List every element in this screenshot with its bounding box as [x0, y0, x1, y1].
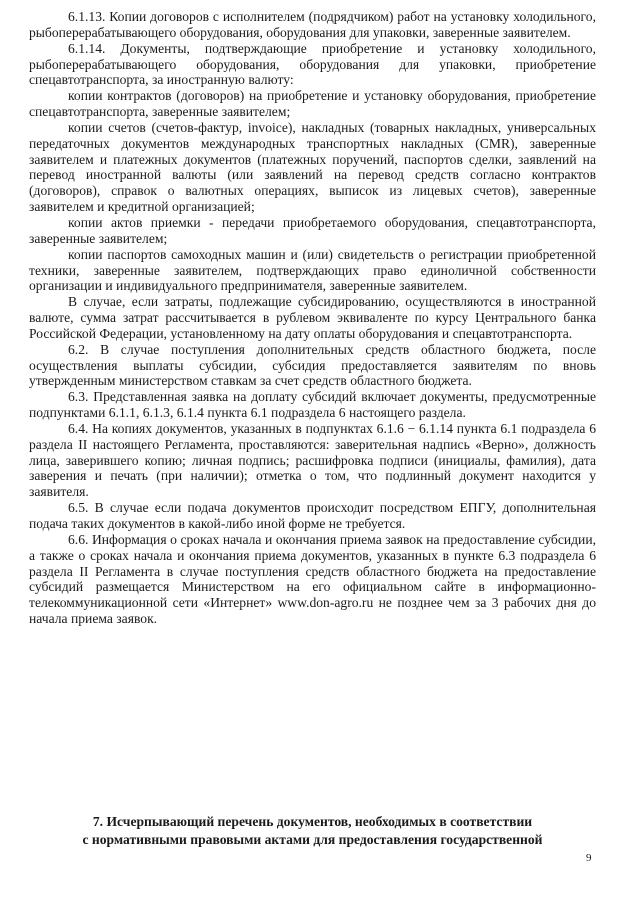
page-number: 9	[586, 852, 592, 864]
paragraph-6-2: 6.2. В случае поступления дополнительных средств областного бюджета, после осуществления выплаты субсидии, субсидия предоставляется заявителям по вновь утвержденным министерством ставкам за счет средств областного бюджета.	[29, 341, 596, 389]
document-body	[29, 9, 596, 627]
section-heading-line-1: 7. Исчерпывающий перечень документов, необходимых в соответствии	[92, 814, 533, 829]
paragraph-6-4: 6.4. На копиях документов, указанных в подпунктах 6.1.6 − 6.1.14 пункта 6.1 подраздела 6 раздела II настоящего Регламента, проставляются: заверительная надпись «Верно», должность лица, заверившего копию; личная подпись; расшифровка подписи (инициалы, фамилия), дата заверения и печать (при наличии); отметка о том, что подлинный документ находится у заявителя.	[29, 420, 596, 500]
paragraph-6-5: 6.5. В случае если подача документов происходит посредством ЕПГУ, дополнительная подача таких документов в какой-либо иной форме не требуется.	[29, 500, 596, 531]
paragraph-6-6: 6.6. Информация о сроках начала и окончания приема заявок на предоставление субсидии, а также о сроках начала и окончания приема документов, указанных в пункте 6.3 подраздела 6 раздела II Регламента в случае поступления средств областного бюджета на предоставление субсидий размещается Министерством на его официальном сайте в информационно-телекоммуникационной сети «Интернет» www.don-agro.ru не позднее чем за 3 рабочих дня до начала приема заявок.	[29, 531, 596, 627]
paragraph-6-1-14: 6.1.14. Документы, подтверждающие приобретение и установку холодильного, рыбоперерабатывающего оборудования, оборудования для упаковки, приобретение спецавтотранспорта, за иностранную валюту:	[29, 40, 596, 88]
paragraph-acceptance-acts: копии актов приемки - передачи приобретаемого оборудования, спецавтотранспорта, заверенные заявителем;	[29, 214, 596, 246]
paragraph-contract-copies: копии контрактов (договоров) на приобретение и установку оборудования, приобретение спецавтотранспорта, заверенные заявителем;	[29, 88, 596, 120]
paragraph-invoice-copies: копии счетов (счетов-фактур, invoice), накладных (товарных накладных, универсальных передаточных документов международных транспортных накладных (CMR), заверенные заявителем и платежных документов (платежных поручений, паспортов сделки, заявлений на перевод иностранной валюты (или заявлений на перевод средств согласно контрактов (договоров), справок о валютных операциях, выписок из лицевых счетов), заверенные заявителем и кредитной организацией;	[29, 119, 596, 215]
section-heading-7	[29, 813, 596, 848]
paragraph-6-1-13: 6.1.13. Копии договоров с исполнителем (подрядчиком) работ на установку холодильного, рыбоперерабатывающего оборудования, оборудования для упаковки, заверенные заявителем.	[29, 9, 596, 40]
paragraph-foreign-currency: В случае, если затраты, подлежащие субсидированию, осуществляются в иностранной валюте, сумма затрат рассчитывается в рублевом эквиваленте по курсу Центрального банка Российской Федерации, установленному на дату оплаты оборудования и спецавтотранспорта.	[29, 294, 596, 341]
paragraph-passport-copies: копии паспортов самоходных машин и (или) свидетельств о регистрации приобретенной техники, заверенные заявителем, подтверждающих право единоличной собственности организации и индивидуального предпринимателя, заверенные заявителем.	[29, 246, 596, 294]
paragraph-6-3: 6.3. Представленная заявка на доплату субсидий включает документы, предусмотренные подпунктами 6.1.1, 6.1.3, 6.1.4 пункта 6.1 подраздела 6 настоящего раздела.	[29, 389, 596, 421]
section-heading-line-2: с нормативными правовыми актами для предоставления государственной	[82, 831, 543, 847]
